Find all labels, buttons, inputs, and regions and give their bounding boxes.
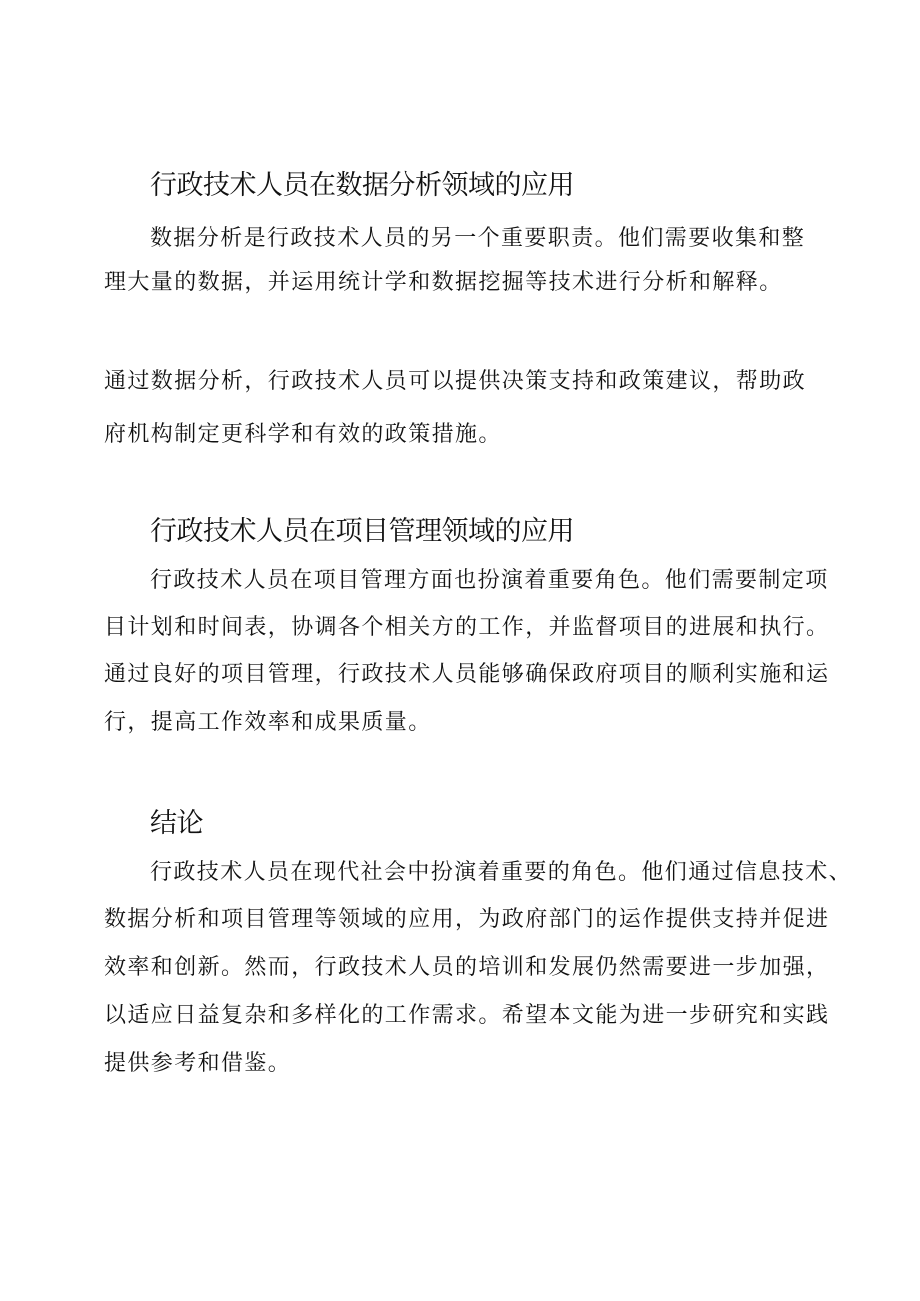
paragraph-line: 行政技术人员在项目管理方面也扮演着重要角色。他们需要制定项 — [150, 568, 829, 593]
section-heading-project-management: 行政技术人员在项目管理领域的应用 — [150, 516, 574, 547]
paragraph-line: 效率和创新。然而，行政技术人员的培训和发展仍然需要进一步加强， — [104, 955, 830, 980]
paragraph-line: 数据分析是行政技术人员的另一个重要职责。他们需要收集和整 — [150, 226, 806, 251]
paragraph-line: 通过数据分析，行政技术人员可以提供决策支持和政策建议，帮助政 — [104, 369, 807, 394]
section-heading-data-analysis: 行政技术人员在数据分析领域的应用 — [150, 170, 574, 201]
paragraph-line: 府机构制定更科学和有效的政策措施。 — [104, 422, 502, 447]
paragraph-line: 目计划和时间表，协调各个相关方的工作，并监督项目的进展和执行。 — [104, 615, 830, 640]
paragraph-line: 理大量的数据，并运用统计学和数据挖掘等技术进行分析和解释。 — [104, 270, 783, 295]
paragraph-line: 通过良好的项目管理，行政技术人员能够确保政府项目的顺利实施和运 — [104, 662, 830, 687]
paragraph-line: 数据分析和项目管理等领域的应用，为政府部门的运作提供支持并促进 — [104, 907, 830, 932]
paragraph-line: 提供参考和借鉴。 — [104, 1051, 292, 1076]
paragraph-line: 行政技术人员在现代社会中扮演着重要的角色。他们通过信息技术、 — [150, 860, 853, 885]
paragraph-line: 以适应日益复杂和多样化的工作需求。希望本文能为进一步研究和实践 — [104, 1003, 830, 1028]
paragraph-line: 行，提高工作效率和成果质量。 — [104, 710, 432, 735]
section-heading-conclusion: 结论 — [150, 808, 203, 839]
